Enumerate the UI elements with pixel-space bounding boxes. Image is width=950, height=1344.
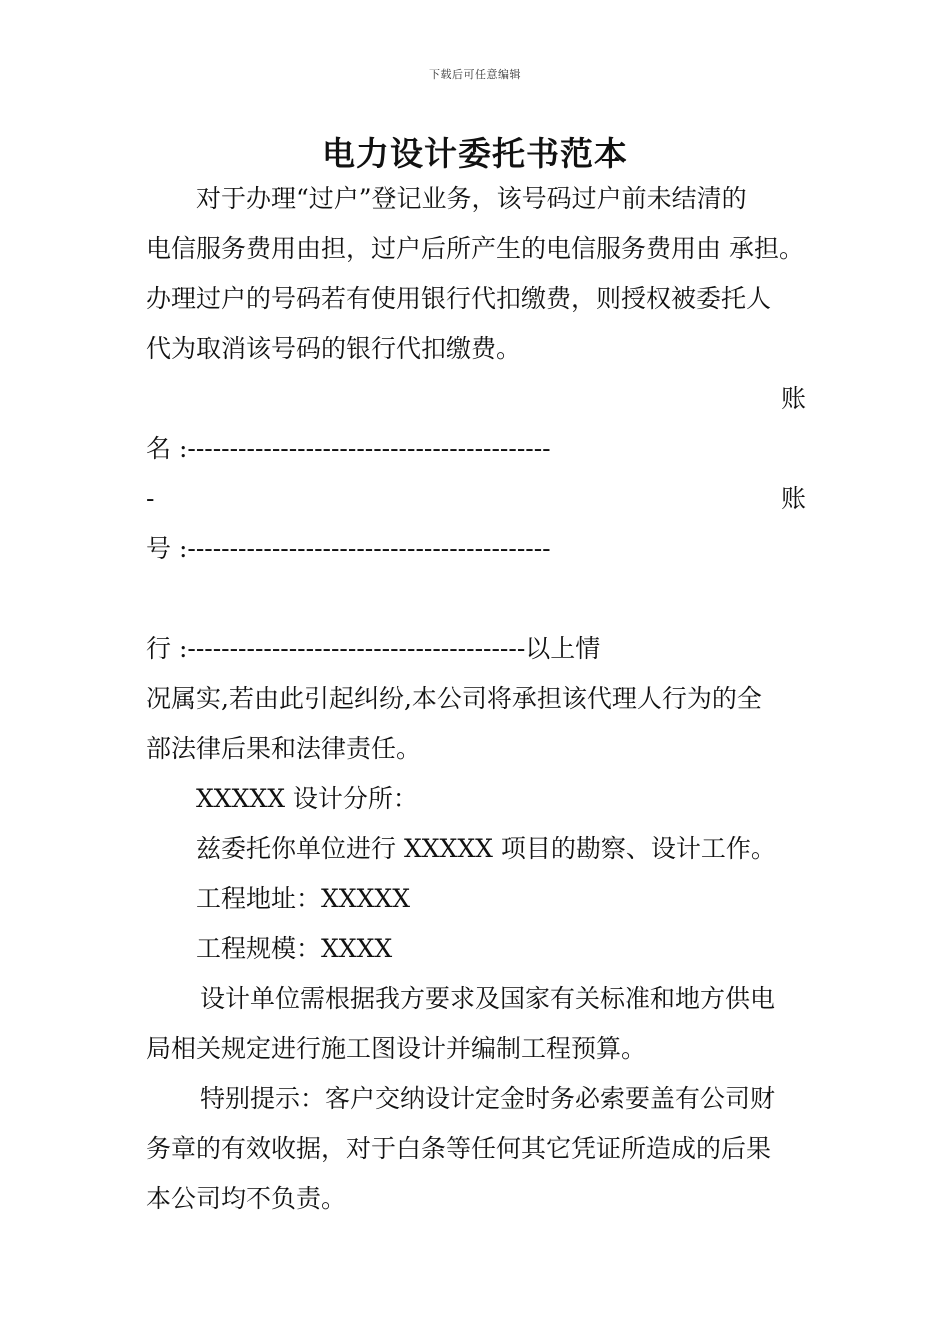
account-name-field-continuation: - (146, 484, 155, 513)
account-name-label-char: 账 (780, 384, 806, 413)
account-name-field: 名 :------------------------------------------- (146, 434, 551, 463)
paragraph-line: 务章的有效收据，对于白条等任何其它凭证所造成的后果 (146, 1134, 772, 1163)
project-address-line: 工程地址：XXXXX (196, 884, 410, 913)
paragraph-line: 部法律后果和法律责任。 (146, 734, 422, 763)
addressee-line: XXXXX 设计分所： (196, 784, 418, 813)
special-notice-line: 特别提示：客户交纳设计定金时务必索要盖有公司财 (200, 1084, 776, 1113)
paragraph-line: 局相关规定进行施工图设计并编制工程预算。 (146, 1034, 647, 1063)
account-number-field: 号 :------------------------------------------- (146, 534, 551, 563)
paragraph-line: 对于办理“过户”登记业务，该号码过户前未结清的 (196, 184, 747, 213)
document-title: 电力设计委托书范本 (322, 134, 628, 173)
account-number-label-char: 账 (780, 484, 806, 513)
paragraph-line: 办理过户的号码若有使用银行代扣缴费，则授权被委托人 (146, 284, 772, 313)
project-scale-line: 工程规模：XXXX (196, 934, 393, 963)
paragraph-line: 本公司均不负责。 (146, 1184, 347, 1213)
paragraph-line: 设计单位需根据我方要求及国家有关标准和地方供电 (200, 984, 776, 1013)
commission-line: 兹委托你单位进行 XXXXX 项目的勘察、设计工作。 (196, 834, 776, 863)
page-header: 下载后可任意编辑 (429, 68, 521, 81)
paragraph-line: 况属实,若由此引起纠纷,本公司将承担该代理人行为的全 (146, 684, 762, 713)
paragraph-line: 代为取消该号码的银行代扣缴费。 (146, 334, 522, 363)
bank-field: 行 :----------------------------------------以上情 (146, 634, 601, 663)
paragraph-line: 电信服务费用由担，过户后所产生的电信服务费用由 承担。 (146, 234, 804, 263)
